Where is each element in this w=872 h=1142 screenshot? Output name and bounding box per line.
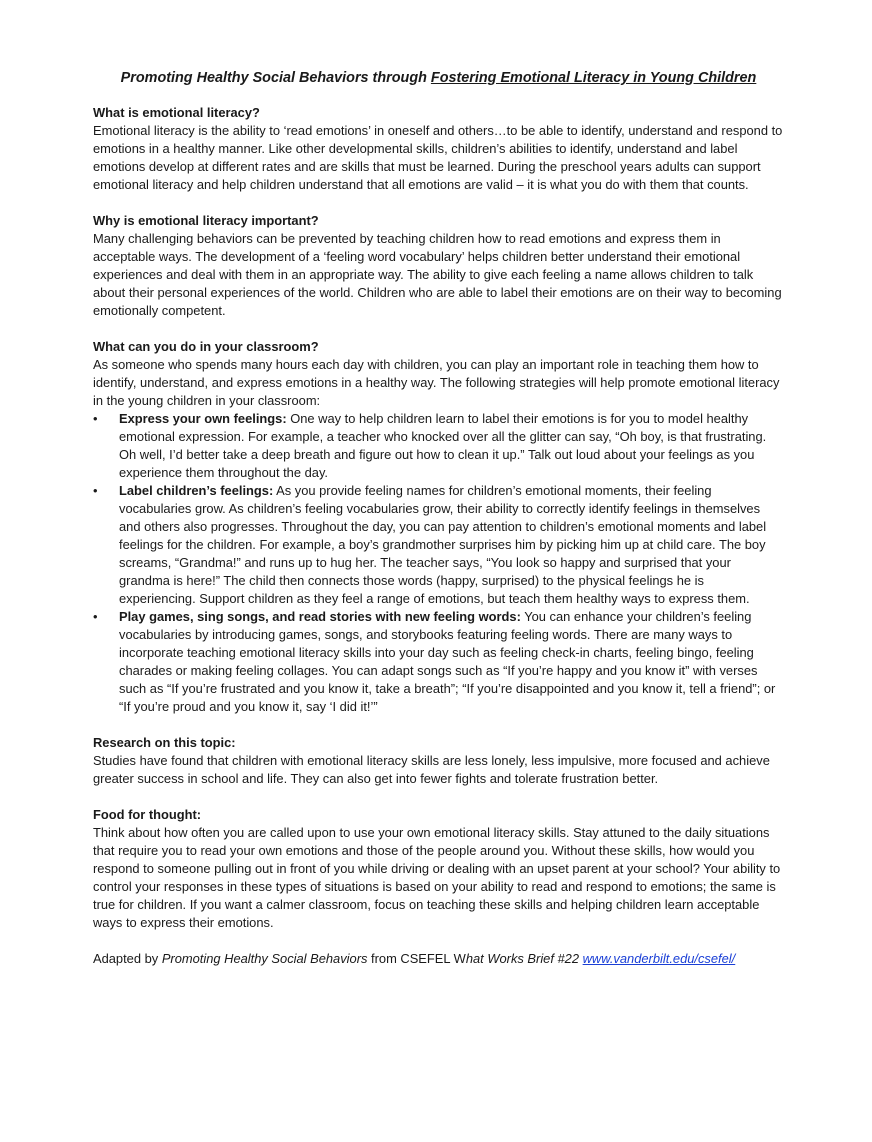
section-heading: Research on this topic:: [93, 735, 236, 750]
citation-brief: hat Works Brief #22: [465, 951, 580, 966]
citation-source: Promoting Healthy Social Behaviors: [161, 951, 368, 966]
strategy-text: You can enhance your children’s feeling vocabularies by introducing games, songs, and storybooks featuring feeling words. There are many ways to incorporate teaching emotional literacy skills into your day such as feeling check-in charts, feeling bingo, feeling charades or making feeling collages. You can adapt songs such as “If you’re happy and you know it” with verses such as “If you’re frustrated and you know it, take a breath”; “If you’re disappointed and you know it, tell a friend”; or “If you’re proud and you know it, say ‘I did it!’”: [119, 609, 776, 714]
title-part-2: Fostering Emotional Literacy in Young Children: [430, 70, 757, 86]
strategy-text: As you provide feeling names for children’s emotional moments, their feeling vocabularies grow. As children’s feeling vocabularies grow, their ability to correctly identify feelings in themselves and others also progresses. Throughout the day, you can pay attention to children’s emotional moments and label feelings for the children. For example, a boy’s grandmother surprises him by picking him up at child care. The boy screams, “Grandma!” and runs up to hug her. The teacher says, “You look so happy and surprised that your grandma is here!” The child then connects those words (happy, surprised) to the physical feelings he is experiencing. Support children as they feel a range of emotions, but teach them healthy ways to express them.: [119, 483, 767, 606]
strategy-label: Play games, sing songs, and read stories with new feeling words:: [119, 609, 521, 624]
section-food-for-thought: [93, 806, 783, 932]
document-title: [81, 68, 796, 88]
section-heading: Why is emotional literacy important?: [93, 213, 319, 228]
section-body: Emotional literacy is the ability to ‘read emotions’ in oneself and others…to be able to identify, understand and respond to emotions in a healthy manner. Like other developmental skills, children’s abilities to identify, understand and label emotions develop at different rates and are skills that must be learned. During the preschool years adults can support emotional literacy and help children understand that all emotions are valid – it is what you do with them that counts.: [93, 123, 783, 192]
section-heading: Food for thought:: [93, 807, 202, 822]
citation-prefix: Adapted by: [93, 951, 162, 966]
strategies-list: [93, 410, 783, 716]
title-part-1: Promoting Healthy Social Behaviors through: [120, 70, 431, 86]
csefel-link[interactable]: www.vanderbilt.edu/csefel/: [582, 951, 736, 966]
section-heading: What is emotional literacy?: [93, 105, 260, 120]
list-item: [93, 482, 783, 608]
citation-middle: from CSEFEL W: [367, 951, 466, 966]
strategy-label: Label children’s feelings:: [119, 483, 274, 498]
document-page: [93, 68, 783, 968]
section-body: Many challenging behaviors can be prevented by teaching children how to read emotions and express them in acceptable ways. The development of a ‘feeling word vocabulary’ helps children better understand their emotional experiences and deal with them in an appropriate way. The ability to give each feeling a name allows children to talk about their personal experiences of the world. Children who are able to label their emotions are on their way to becoming emotionally competent.: [93, 231, 782, 318]
list-item: [93, 608, 783, 716]
list-item: [93, 410, 783, 482]
section-heading: What can you do in your classroom?: [93, 339, 319, 354]
strategy-label: Express your own feelings:: [119, 411, 287, 426]
source-citation: [93, 950, 783, 968]
section-what: [93, 104, 783, 194]
strategy-text: One way to help children learn to label their emotions is for you to model healthy emotional expression. For example, a teacher who knocked over all the glitter can say, “Oh boy, is that frustrating. Oh well, I’d better take a deep breath and figure out how to clean it up.” Talk out loud about your feelings as you experience them throughout the day.: [119, 411, 767, 480]
section-research: [93, 734, 783, 788]
section-classroom: [93, 338, 783, 716]
section-why: [93, 212, 783, 320]
section-intro: As someone who spends many hours each day with children, you can play an important role in teaching them how to identify, understand, and express emotions in a healthy way. The following strategies will help promote emotional literacy in the young children in your classroom:: [93, 357, 780, 408]
section-body: Studies have found that children with emotional literacy skills are less lonely, less impulsive, more focused and achieve greater success in school and life. They can also get into fewer fights and tolerate frustration better.: [93, 753, 770, 786]
section-body: Think about how often you are called upon to use your own emotional literacy skills. Stay attuned to the daily situations that require you to read your own emotions and those of the people around you. Without these skills, how would you respond to someone pulling out in front of you while driving or dealing with an upset parent at your school? Your ability to control your responses in these types of situations is based on your ability to read and respond to emotions; the same is true for children. If you want a calmer classroom, focus on teaching these skills and helping children learn acceptable ways to express their emotions.: [93, 825, 781, 930]
